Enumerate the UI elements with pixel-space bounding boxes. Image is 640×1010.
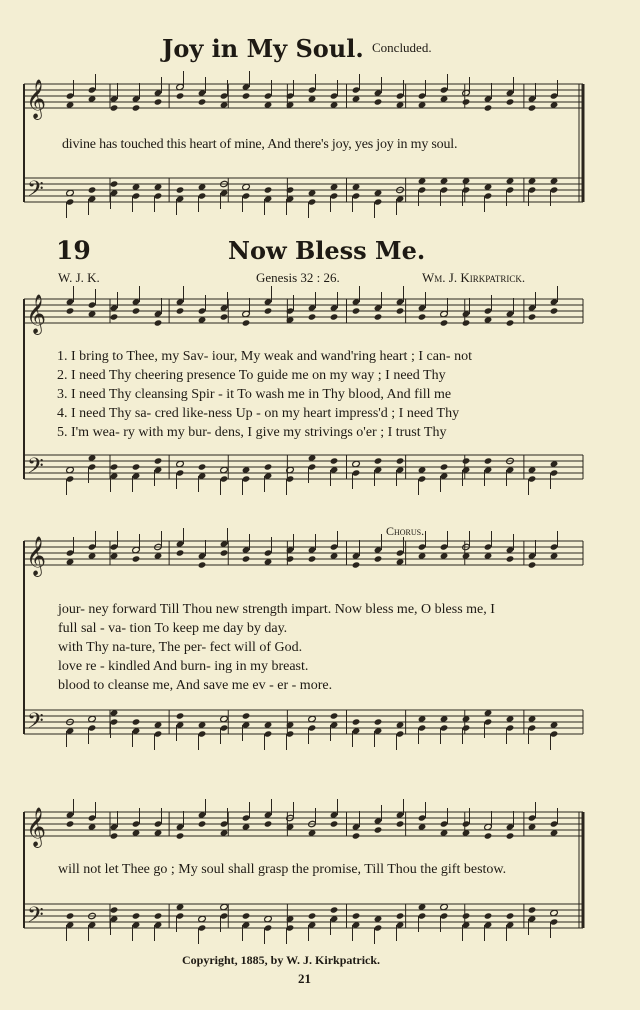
note-head [484, 192, 493, 199]
note-head [440, 724, 449, 731]
note-head [264, 307, 273, 314]
note-head [374, 313, 383, 320]
clef-glyph: 𝄞 [26, 294, 47, 334]
note-head [264, 820, 273, 827]
note-head [132, 307, 141, 314]
verse-line-3b: with Thy na-ture, The per- fect will of God. [58, 640, 303, 655]
note-head [88, 543, 97, 550]
note-head [308, 912, 317, 919]
note-head [506, 319, 515, 326]
note-head [330, 313, 339, 320]
note-head [440, 820, 449, 827]
note-head [132, 192, 141, 199]
note-head [198, 730, 207, 737]
note-head [66, 198, 75, 205]
note-head [506, 912, 515, 919]
note-head [110, 718, 119, 725]
note-head [66, 92, 75, 99]
hymn-number: 19 [56, 236, 91, 265]
note-head [220, 313, 229, 320]
note-head [374, 198, 383, 205]
note-head [506, 186, 515, 193]
note-head [242, 192, 251, 199]
note-head [396, 92, 405, 99]
final-lyric: will not let Thee go ; My soul shall grasp the promise, Till Thou the gift bestow. [58, 862, 507, 877]
note-head [352, 832, 361, 839]
note-head [264, 549, 273, 556]
note-head [110, 313, 119, 320]
previous-hymn-note: Concluded. [372, 40, 432, 55]
note-head [88, 86, 97, 93]
note-head [462, 820, 471, 827]
note-head [132, 718, 141, 725]
note-head [550, 92, 559, 99]
note-head [176, 186, 185, 193]
note-head [220, 820, 229, 827]
note-head [440, 463, 449, 470]
hymn-title: Now Bless Me. [228, 236, 426, 265]
note-head [88, 814, 97, 821]
note-head [396, 820, 405, 827]
clef-glyph: 𝄞 [26, 536, 47, 576]
note-head [550, 730, 559, 737]
note-head [88, 301, 97, 308]
verse-line-2a: 2. I need Thy cheering presence To guide me on my way ; I need Thy [57, 368, 446, 383]
note-head [352, 192, 361, 199]
note-head [418, 543, 427, 550]
note-head [66, 912, 75, 919]
note-head [506, 832, 515, 839]
note-head [396, 549, 405, 556]
note-head [484, 307, 493, 314]
note-head [550, 307, 559, 314]
note-head [308, 313, 317, 320]
note-head [396, 730, 405, 737]
note-head [396, 457, 405, 464]
note-head [330, 543, 339, 550]
note-head [176, 912, 185, 919]
verse-line-4a: 4. I need Thy sa- cred like-ness Up - on my heart impress'd ; I need Thy [57, 406, 460, 421]
note-head [88, 724, 97, 731]
note-head [220, 912, 229, 919]
note-head [484, 543, 493, 550]
note-head [132, 463, 141, 470]
previous-hymn-title: Joy in My Soul. [162, 34, 364, 63]
note-head [176, 832, 185, 839]
note-head [198, 307, 207, 314]
note-head [198, 561, 207, 568]
note-head [352, 307, 361, 314]
note-head [352, 718, 361, 725]
note-head [110, 543, 119, 550]
note-head [154, 912, 163, 919]
note-head [88, 463, 97, 470]
note-head [66, 475, 75, 482]
note-head [418, 475, 427, 482]
note-head [154, 730, 163, 737]
hymn-author: W. J. K. [58, 270, 100, 285]
note-head [330, 906, 339, 913]
note-head [440, 86, 449, 93]
note-head [220, 724, 229, 731]
verse-line-3a: 3. I need Thy cleansing Spir - it To wash me in Thy blood, And fill me [57, 387, 452, 402]
note-head [198, 820, 207, 827]
note-head [110, 832, 119, 839]
clef-glyph: 𝄢 [27, 177, 44, 207]
note-head [176, 549, 185, 556]
note-head [264, 730, 273, 737]
note-head [440, 543, 449, 550]
note-head [330, 820, 339, 827]
note-head [462, 724, 471, 731]
note-head [154, 192, 163, 199]
note-head [550, 918, 559, 925]
note-head [154, 820, 163, 827]
note-head [462, 457, 471, 464]
note-head [550, 820, 559, 827]
chorus-label: Chorus. [386, 524, 425, 538]
note-head [330, 92, 339, 99]
note-head [528, 724, 537, 731]
note-head [418, 724, 427, 731]
clef-glyph: 𝄢 [27, 454, 44, 484]
note-head [462, 319, 471, 326]
note-head [418, 814, 427, 821]
note-head [528, 104, 537, 111]
note-head [308, 463, 317, 470]
note-head [550, 186, 559, 193]
verse-line-5a: 5. I'm wea- ry with my bur- dens, I give my strivings o'er ; I trust Thy [57, 425, 447, 440]
note-head [462, 98, 471, 105]
verse-line-2b: full sal - va- tion To keep me day by day. [58, 621, 288, 636]
note-head [484, 718, 493, 725]
note-head [176, 469, 185, 476]
note-head [418, 313, 427, 320]
clef-glyph: 𝄞 [26, 79, 47, 119]
note-head [418, 186, 427, 193]
note-head [242, 814, 251, 821]
note-head [308, 86, 317, 93]
note-head [528, 475, 537, 482]
note-head [528, 814, 537, 821]
note-head [352, 86, 361, 93]
note-head [308, 724, 317, 731]
note-head [528, 561, 537, 568]
note-head [66, 307, 75, 314]
note-head [506, 555, 515, 562]
note-head [154, 457, 163, 464]
note-head [176, 307, 185, 314]
clef-glyph: 𝄞 [26, 807, 47, 847]
note-head [506, 724, 515, 731]
note-head [176, 92, 185, 99]
note-head [506, 98, 515, 105]
note-head [308, 198, 317, 205]
previous-hymn-lyric: divine has touched this heart of mine, And there's joy, yes joy in my soul. [62, 137, 458, 152]
note-head [484, 104, 493, 111]
note-head [550, 469, 559, 476]
verse-line-1a: 1. I bring to Thee, my Sav- iour, My weak and wand'ring heart ; I can- not [57, 349, 472, 364]
page-number: 21 [298, 971, 311, 986]
note-head [176, 712, 185, 719]
verse-line-4b: love re - kindled And burn- ing in my breast. [58, 659, 309, 674]
note-head [242, 319, 251, 326]
note-head [220, 475, 229, 482]
note-head [154, 98, 163, 105]
note-head [308, 555, 317, 562]
hymn-composer: Wm. J. Kirkpatrick. [422, 270, 526, 285]
copyright: Copyright, 1885, by W. J. Kirkpatrick. [182, 953, 381, 967]
note-head [132, 912, 141, 919]
note-head [374, 924, 383, 931]
note-head [88, 186, 97, 193]
note-head [374, 555, 383, 562]
note-head [374, 826, 383, 833]
note-head [242, 92, 251, 99]
note-head [242, 712, 251, 719]
note-head [528, 906, 537, 913]
note-head [396, 307, 405, 314]
note-head [198, 192, 207, 199]
note-head [330, 712, 339, 719]
note-head [242, 475, 251, 482]
note-head [264, 463, 273, 470]
note-head [242, 555, 251, 562]
note-head [242, 912, 251, 919]
note-head [198, 98, 207, 105]
verse-line-1b: jour- ney forward Till Thou new strength impart. Now bless me, O bless me, I [58, 602, 495, 617]
note-head [330, 457, 339, 464]
note-head [440, 186, 449, 193]
note-head [374, 98, 383, 105]
hymn-scripture: Genesis 32 : 26. [256, 270, 340, 285]
note-head [550, 543, 559, 550]
note-head [220, 549, 229, 556]
note-head [440, 912, 449, 919]
note-head [264, 92, 273, 99]
note-head [330, 192, 339, 199]
note-head [528, 186, 537, 193]
note-head [264, 924, 273, 931]
note-head [374, 718, 383, 725]
note-head [66, 549, 75, 556]
note-head [462, 912, 471, 919]
note-head [462, 186, 471, 193]
note-head [110, 463, 119, 470]
note-head [110, 180, 119, 187]
note-head [484, 457, 493, 464]
note-head [110, 104, 119, 111]
note-head [528, 313, 537, 320]
note-head [132, 555, 141, 562]
note-head [396, 912, 405, 919]
note-head [66, 820, 75, 827]
note-head [198, 924, 207, 931]
note-head [132, 820, 141, 827]
note-head [264, 186, 273, 193]
note-head [352, 469, 361, 476]
note-head [132, 104, 141, 111]
note-head [374, 457, 383, 464]
note-head [484, 912, 493, 919]
note-head [220, 92, 229, 99]
note-head [352, 912, 361, 919]
note-head [418, 92, 427, 99]
clef-glyph: 𝄢 [27, 709, 44, 739]
note-head [440, 319, 449, 326]
note-head [418, 912, 427, 919]
note-head [484, 832, 493, 839]
note-head [198, 463, 207, 470]
verse-line-5b: blood to cleanse me, And save me ev - er - more. [58, 678, 333, 693]
clef-glyph: 𝄢 [27, 903, 44, 933]
note-head [110, 906, 119, 913]
note-head [154, 319, 163, 326]
note-head [352, 561, 361, 568]
